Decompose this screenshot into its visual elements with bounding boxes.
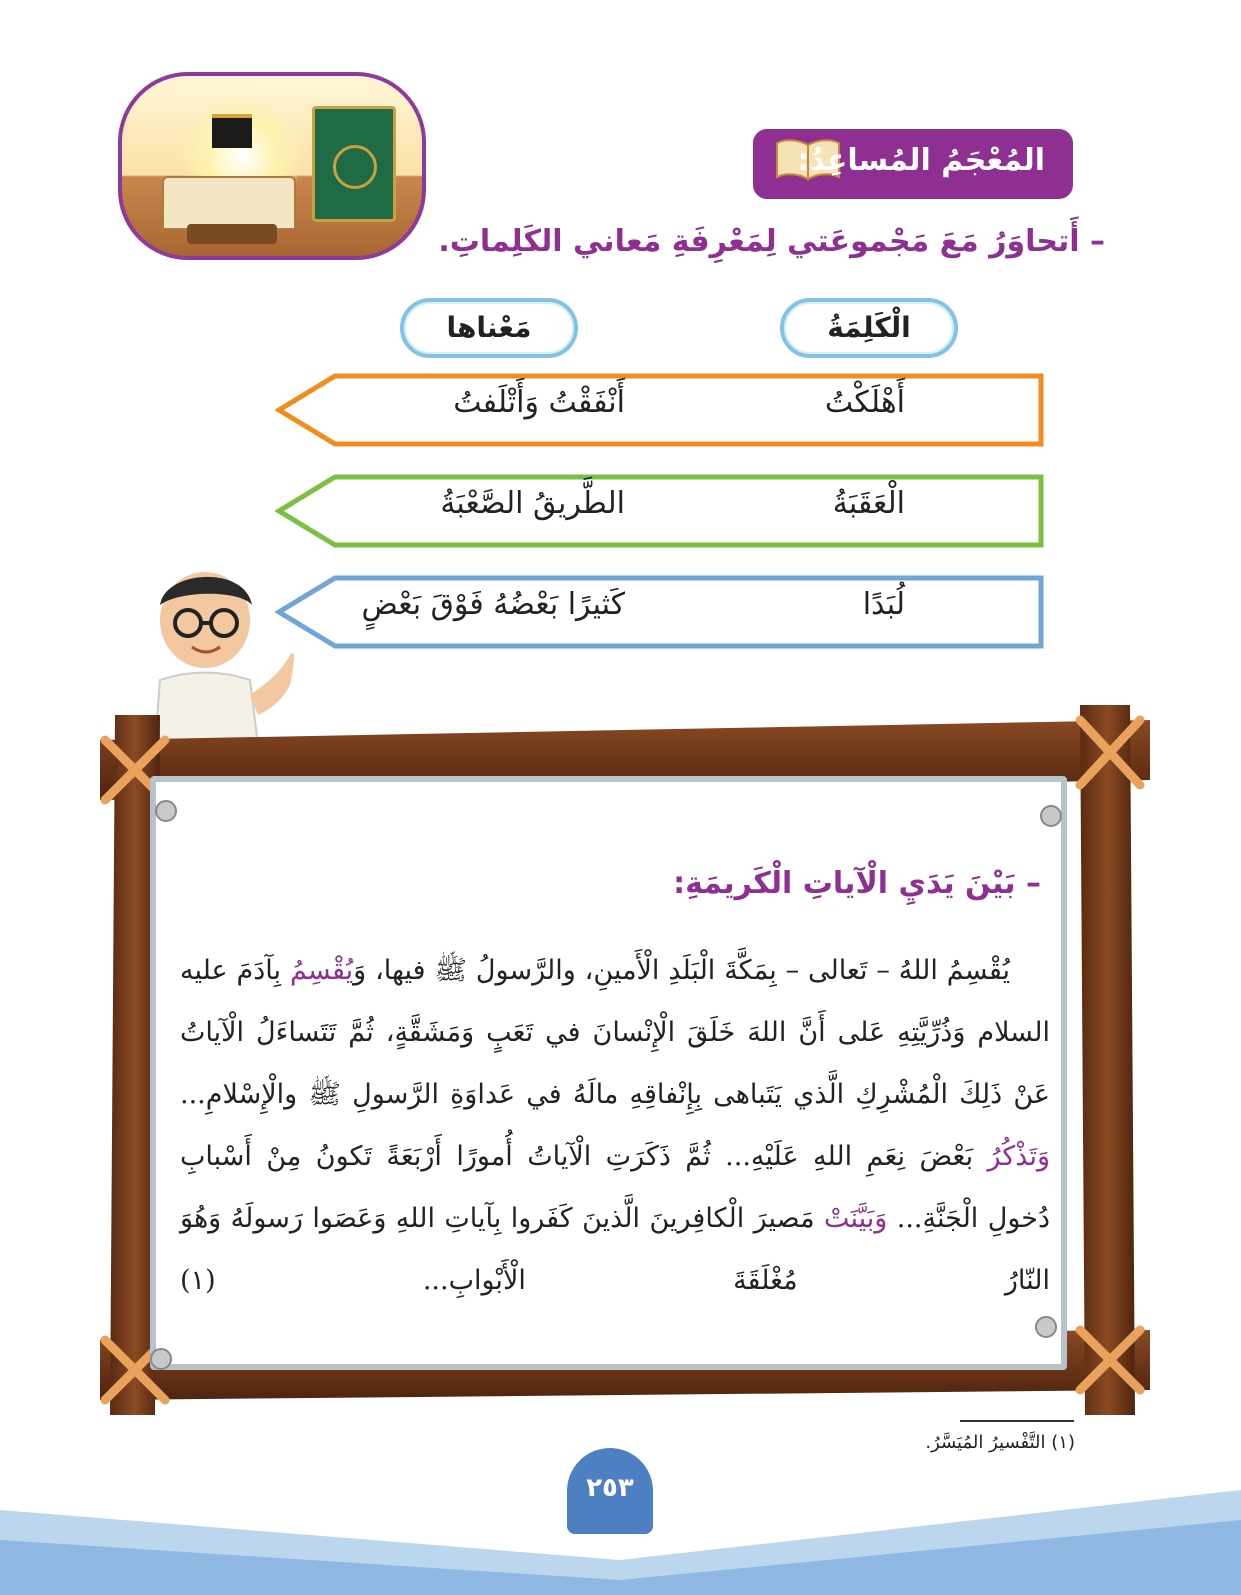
vocab-word: أَهْلَكْتُ: [824, 385, 905, 420]
kaaba-icon: [212, 114, 252, 148]
open-quran-icon: [162, 176, 296, 230]
page-number: ٢٥٣: [567, 1448, 653, 1534]
vocab-row: [275, 474, 1045, 548]
column-header-meaning: مَعْناها: [400, 298, 578, 358]
section-header: [753, 129, 1073, 199]
rosette-icon: [333, 145, 377, 189]
vocab-word: لُبَدًا: [862, 587, 905, 622]
paragraph-part: يُقْسِمُ اللهُ – تَعالى – بِمَكَّةَ الْبَلَدِ الْأَمينِ، والرَّسولُ ﷺ فيها، وَ: [353, 955, 1011, 986]
section-title: المُعْجَمُ المُساعِدُ:: [797, 143, 1045, 178]
paragraph-part: مَصيرَ الْكافِرينَ الَّذينَ كَفَروا بِآياتِ اللهِ وَعَصَوا رَسولَهُ وَهُوَ النّارُ مُغْلَقَةَ الْأَبْوابِ... (١): [180, 1203, 1050, 1296]
screw-icon: [150, 1348, 172, 1370]
paragraph-part: بِآدَمَ عليه السلام وَذُرِّيَّتِهِ عَلى أَنَّ اللهَ خَلَقَ الْإِنْسانَ في تَعَبٍ وَمَشَقَّةٍ، ثُمَّ تَتَساءَلُ الْآياتُ عَنْ ذَلِكَ الْمُشْرِكِ الَّذي يَتَباهى بِإِنْفاقِهِ مالَهُ في عَداوَةِ الرَّسولِ ﷺ والْإِسْلامِ...: [180, 955, 1050, 1110]
highlight-word: وَبَيَّنَتْ: [823, 1203, 888, 1234]
highlight-word: يُقْسِمُ: [289, 955, 354, 986]
column-header-word: الْكَلِمَةُ: [780, 298, 958, 358]
instruction-text: – أَتحاوَرُ مَعَ مَجْموعَتي لِمَعْرِفَةِ مَعاني الكَلِماتِ.: [438, 224, 1105, 259]
panel-paragraph: [180, 940, 1050, 1312]
screw-icon: [1040, 805, 1062, 827]
vocab-meaning: الطَّريقُ الصَّعْبَةُ: [440, 486, 625, 521]
arrow-frame: [275, 474, 1045, 548]
vocab-row: [275, 373, 1045, 447]
vocab-meaning: أَنْفَقْتُ وَأَتْلَفتُ: [453, 385, 625, 420]
closed-quran-icon: [312, 106, 396, 222]
footnote-divider: [960, 1420, 1074, 1422]
paragraph-part: بَعْضَ نِعَمِ اللهِ عَلَيْهِ... ثُمَّ ذَكَرَتِ الْآياتُ أُمورًا أَرْبَعَةً تَكونُ مِنْ أَسْبابِ دُخولِ الْجَنَّةِ...: [180, 1141, 1050, 1234]
screw-icon: [1035, 1316, 1057, 1338]
vocab-word: الْعَقَبَةُ: [832, 486, 905, 521]
arrow-frame: [275, 373, 1045, 447]
footnote: (١) التَّفْسيرُ المُيَسَّرُ.: [925, 1432, 1075, 1453]
screw-icon: [155, 800, 177, 822]
vocab-meaning: كَثيرًا بَعْضُهُ فَوْقَ بَعْضٍ: [361, 587, 625, 622]
vocab-row: [275, 575, 1045, 649]
panel-heading: – بَيْنَ يَدَيِ الْآياتِ الْكَريمَةِ:: [673, 866, 1041, 901]
highlight-word: وَتَذْكُرُ: [987, 1141, 1050, 1172]
